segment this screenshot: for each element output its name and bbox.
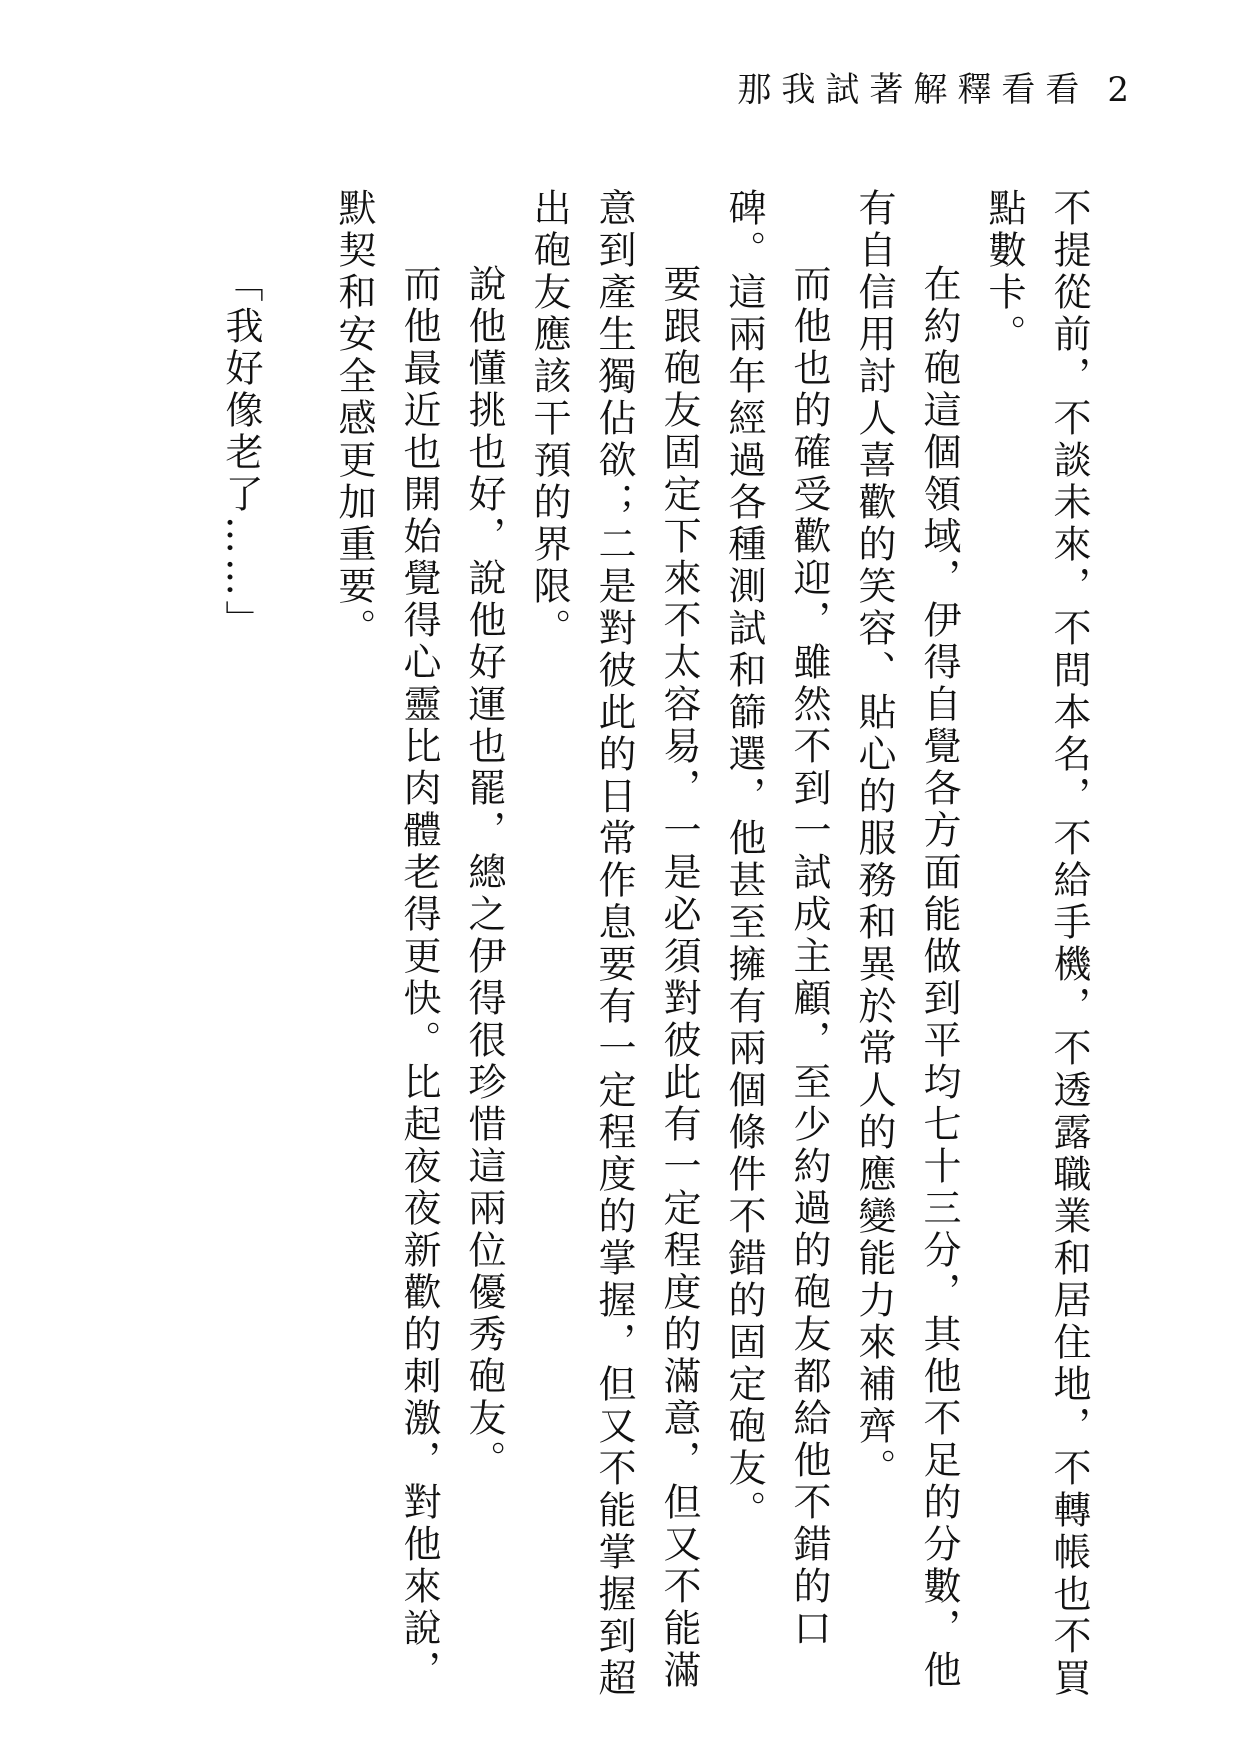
paragraph-1: 不提從前，不談未來，不問本名，不給手機，不透露職業和居住地，不轉帳也不買點數卡。 xyxy=(982,188,1091,1700)
paragraph-4: 要跟砲友固定下來不太容易，一是必須對彼此有一定程度的滿意，但又不能滿意到產生獨佔欲；二是對彼此的日常作息要有一定程度的掌握，但又不能掌握到超出砲友應該干預的界限。 xyxy=(527,188,701,1700)
page-number: 2 xyxy=(1107,70,1129,110)
paragraph-5: 說他懂挑也好，說他好運也罷，總之伊得很珍惜這兩位優秀砲友。 xyxy=(462,264,506,1482)
paragraph-3: 而他也的確受歡迎，雖然不到一試成主顧，至少約過的砲友都給他不錯的口碑。這兩年經過各種測試和篩選，他甚至擁有兩個條件不錯的固定砲友。 xyxy=(722,188,831,1650)
paragraph-6: 而他最近也開始覺得心靈比肉體老得更快。比起夜夜新歡的刺激，對他來說，默契和安全感更加重要。 xyxy=(332,188,441,1692)
paragraph-2: 在約砲這個領域，伊得自覺各方面能做到平均七十三分，其他不足的分數，他有自信用討人喜歡的笑容、貼心的服務和異於常人的應變能力來補齊。 xyxy=(852,188,961,1692)
running-header xyxy=(737,62,1129,111)
vertical-text-body xyxy=(101,188,1101,1708)
book-title: 那我試著解釋看看 xyxy=(737,70,1090,110)
dialogue-line: 「我好像老了……」 xyxy=(219,264,263,642)
